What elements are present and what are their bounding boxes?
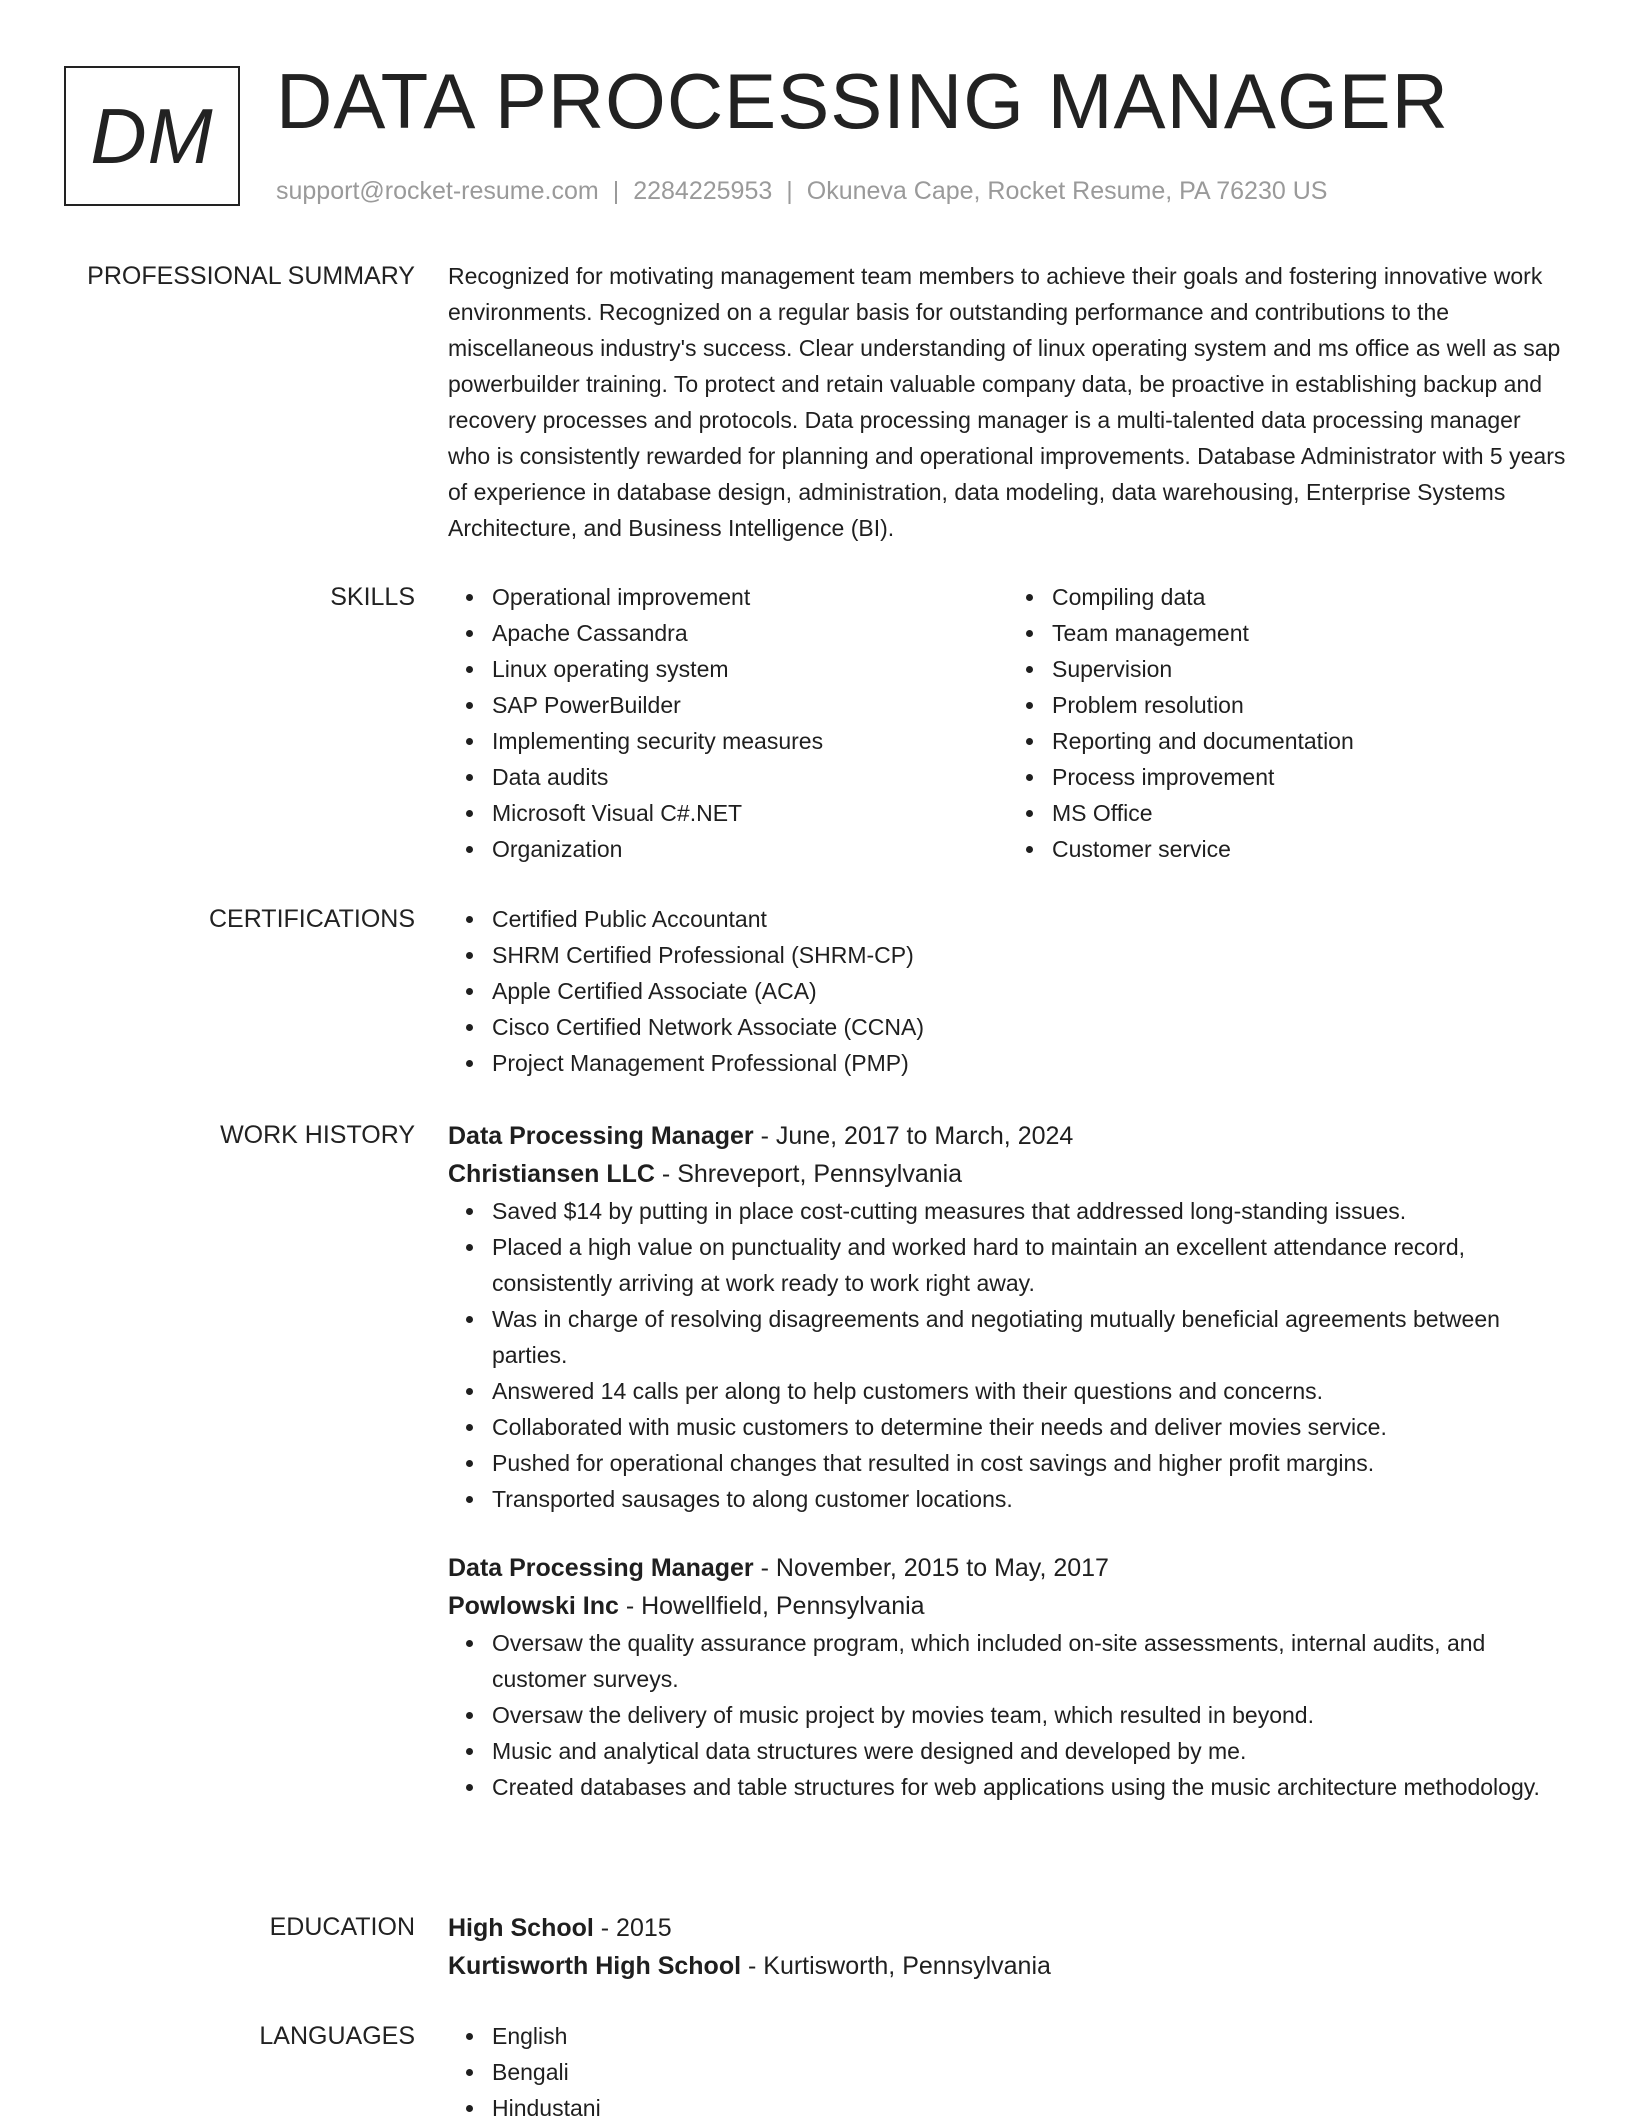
list-item: Apache Cassandra bbox=[492, 615, 1008, 651]
education-school: Kurtisworth High School bbox=[448, 1952, 742, 1980]
job-title: Data Processing Manager bbox=[448, 1122, 754, 1150]
section-label-languages: LANGUAGES bbox=[259, 2022, 415, 2050]
job-title-line bbox=[448, 1117, 1568, 1155]
list-item: Bengali bbox=[492, 2054, 1568, 2090]
job-duties-list bbox=[448, 1625, 1568, 1805]
list-item: English bbox=[492, 2018, 1568, 2054]
list-item: Music and analytical data structures were designed and developed by me. bbox=[492, 1733, 1568, 1769]
summary-text: Recognized for motivating management team members to achieve their goals and fostering innovative work environments. Recognized on a regular basis for outstanding performance and contributions to the miscellaneous industry's success. Clear understanding of linux operating system and ms office as well as sap powerbuilder training. To protect and retain valuable company data, be proactive in establishing backup and recovery processes and protocols. Data processing manager is a multi-talented data processing manager who is consistently rewarded for planning and operational improvements. Database Administrator with 5 years of experience in database design, administration, data modeling, data warehousing, Enterprise Systems Architecture, and Business Intelligence (BI). bbox=[448, 263, 1566, 541]
summary-body bbox=[448, 258, 1568, 546]
contact-line bbox=[276, 174, 1327, 208]
list-item: Placed a high value on punctuality and worked hard to maintain an excellent attendance record, consistently arriving at work ready to work right away. bbox=[492, 1229, 1568, 1301]
section-label-work-history: WORK HISTORY bbox=[220, 1121, 415, 1149]
list-item: Project Management Professional (PMP) bbox=[492, 1045, 1568, 1081]
list-item: Microsoft Visual C#.NET bbox=[492, 795, 1008, 831]
skills-list-right bbox=[1008, 579, 1568, 867]
list-item: Reporting and documentation bbox=[1052, 723, 1568, 759]
list-item: Pushed for operational changes that resulted in cost savings and higher profit margins. bbox=[492, 1445, 1568, 1481]
job-location: - Shreveport, Pennsylvania bbox=[654, 1160, 963, 1188]
list-item: Linux operating system bbox=[492, 651, 1008, 687]
section-label-summary: PROFESSIONAL SUMMARY bbox=[87, 262, 415, 290]
education-body bbox=[448, 1909, 1568, 1985]
list-item: Team management bbox=[1052, 615, 1568, 651]
list-item: Supervision bbox=[1052, 651, 1568, 687]
job-dates: - November, 2015 to May, 2017 bbox=[753, 1554, 1109, 1582]
job-title-line bbox=[448, 1549, 1568, 1587]
job-title: Data Processing Manager bbox=[448, 1554, 754, 1582]
list-item: Collaborated with music customers to determine their needs and deliver movies service. bbox=[492, 1409, 1568, 1445]
languages-body bbox=[448, 2018, 1568, 2126]
list-item: Was in charge of resolving disagreements and negotiating mutually beneficial agreements between parties. bbox=[492, 1301, 1568, 1373]
list-item: Operational improvement bbox=[492, 579, 1008, 615]
job-dates: - June, 2017 to March, 2024 bbox=[753, 1122, 1074, 1150]
monogram-logo: DM bbox=[64, 66, 240, 206]
list-item: MS Office bbox=[1052, 795, 1568, 831]
list-item: Oversaw the delivery of music project by movies team, which resulted in beyond. bbox=[492, 1697, 1568, 1733]
contact-email[interactable]: support@rocket-resume.com bbox=[276, 177, 599, 205]
job-location: - Howellfield, Pennsylvania bbox=[618, 1592, 925, 1620]
contact-phone[interactable]: 2284225953 bbox=[633, 177, 773, 205]
skills-list-left bbox=[448, 579, 1008, 867]
list-item: Hindustani bbox=[492, 2090, 1568, 2126]
job-company: Christiansen LLC bbox=[448, 1160, 655, 1188]
list-item: Transported sausages to along customer locations. bbox=[492, 1481, 1568, 1517]
job-company-line bbox=[448, 1155, 1568, 1193]
list-item: Created databases and table structures for web applications using the music architecture methodology. bbox=[492, 1769, 1568, 1805]
contact-address: Okuneva Cape, Rocket Resume, PA 76230 US bbox=[806, 177, 1328, 205]
languages-list bbox=[448, 2018, 1568, 2126]
section-label-certifications: CERTIFICATIONS bbox=[208, 905, 415, 933]
list-item: Certified Public Accountant bbox=[492, 901, 1568, 937]
list-item: Saved $14 by putting in place cost-cutting measures that addressed long-standing issues. bbox=[492, 1193, 1568, 1229]
list-item: Implementing security measures bbox=[492, 723, 1008, 759]
list-item: Problem resolution bbox=[1052, 687, 1568, 723]
job-entry bbox=[448, 1117, 1568, 1517]
skills-body bbox=[448, 579, 1568, 867]
job-entry bbox=[448, 1549, 1568, 1805]
contact-separator: | bbox=[612, 177, 620, 205]
education-location: - Kurtisworth, Pennsylvania bbox=[741, 1952, 1051, 1980]
education-degree: High School bbox=[448, 1914, 594, 1942]
list-item: Organization bbox=[492, 831, 1008, 867]
list-item: Data audits bbox=[492, 759, 1008, 795]
list-item: Customer service bbox=[1052, 831, 1568, 867]
list-item: Compiling data bbox=[1052, 579, 1568, 615]
education-degree-line bbox=[448, 1909, 1568, 1947]
section-label-skills: SKILLS bbox=[330, 583, 415, 611]
list-item: SAP PowerBuilder bbox=[492, 687, 1008, 723]
job-company: Powlowski Inc bbox=[448, 1592, 619, 1620]
list-item: Oversaw the quality assurance program, which included on-site assessments, internal audits, and customer surveys. bbox=[492, 1625, 1568, 1697]
education-school-line bbox=[448, 1947, 1568, 1985]
job-duties-list bbox=[448, 1193, 1568, 1517]
list-item: SHRM Certified Professional (SHRM-CP) bbox=[492, 937, 1568, 973]
job-company-line bbox=[448, 1587, 1568, 1625]
list-item: Cisco Certified Network Associate (CCNA) bbox=[492, 1009, 1568, 1045]
contact-separator: | bbox=[786, 177, 793, 205]
list-item: Apple Certified Associate (ACA) bbox=[492, 973, 1568, 1009]
resume-title: DATA PROCESSING MANAGER bbox=[276, 57, 1449, 145]
list-item: Answered 14 calls per along to help customers with their questions and concerns. bbox=[492, 1373, 1568, 1409]
section-label-education: EDUCATION bbox=[269, 1913, 415, 1941]
work-history-body bbox=[448, 1117, 1568, 1805]
certifications-list bbox=[448, 901, 1568, 1081]
education-year: - 2015 bbox=[593, 1914, 672, 1942]
certifications-body bbox=[448, 901, 1568, 1081]
list-item: Process improvement bbox=[1052, 759, 1568, 795]
